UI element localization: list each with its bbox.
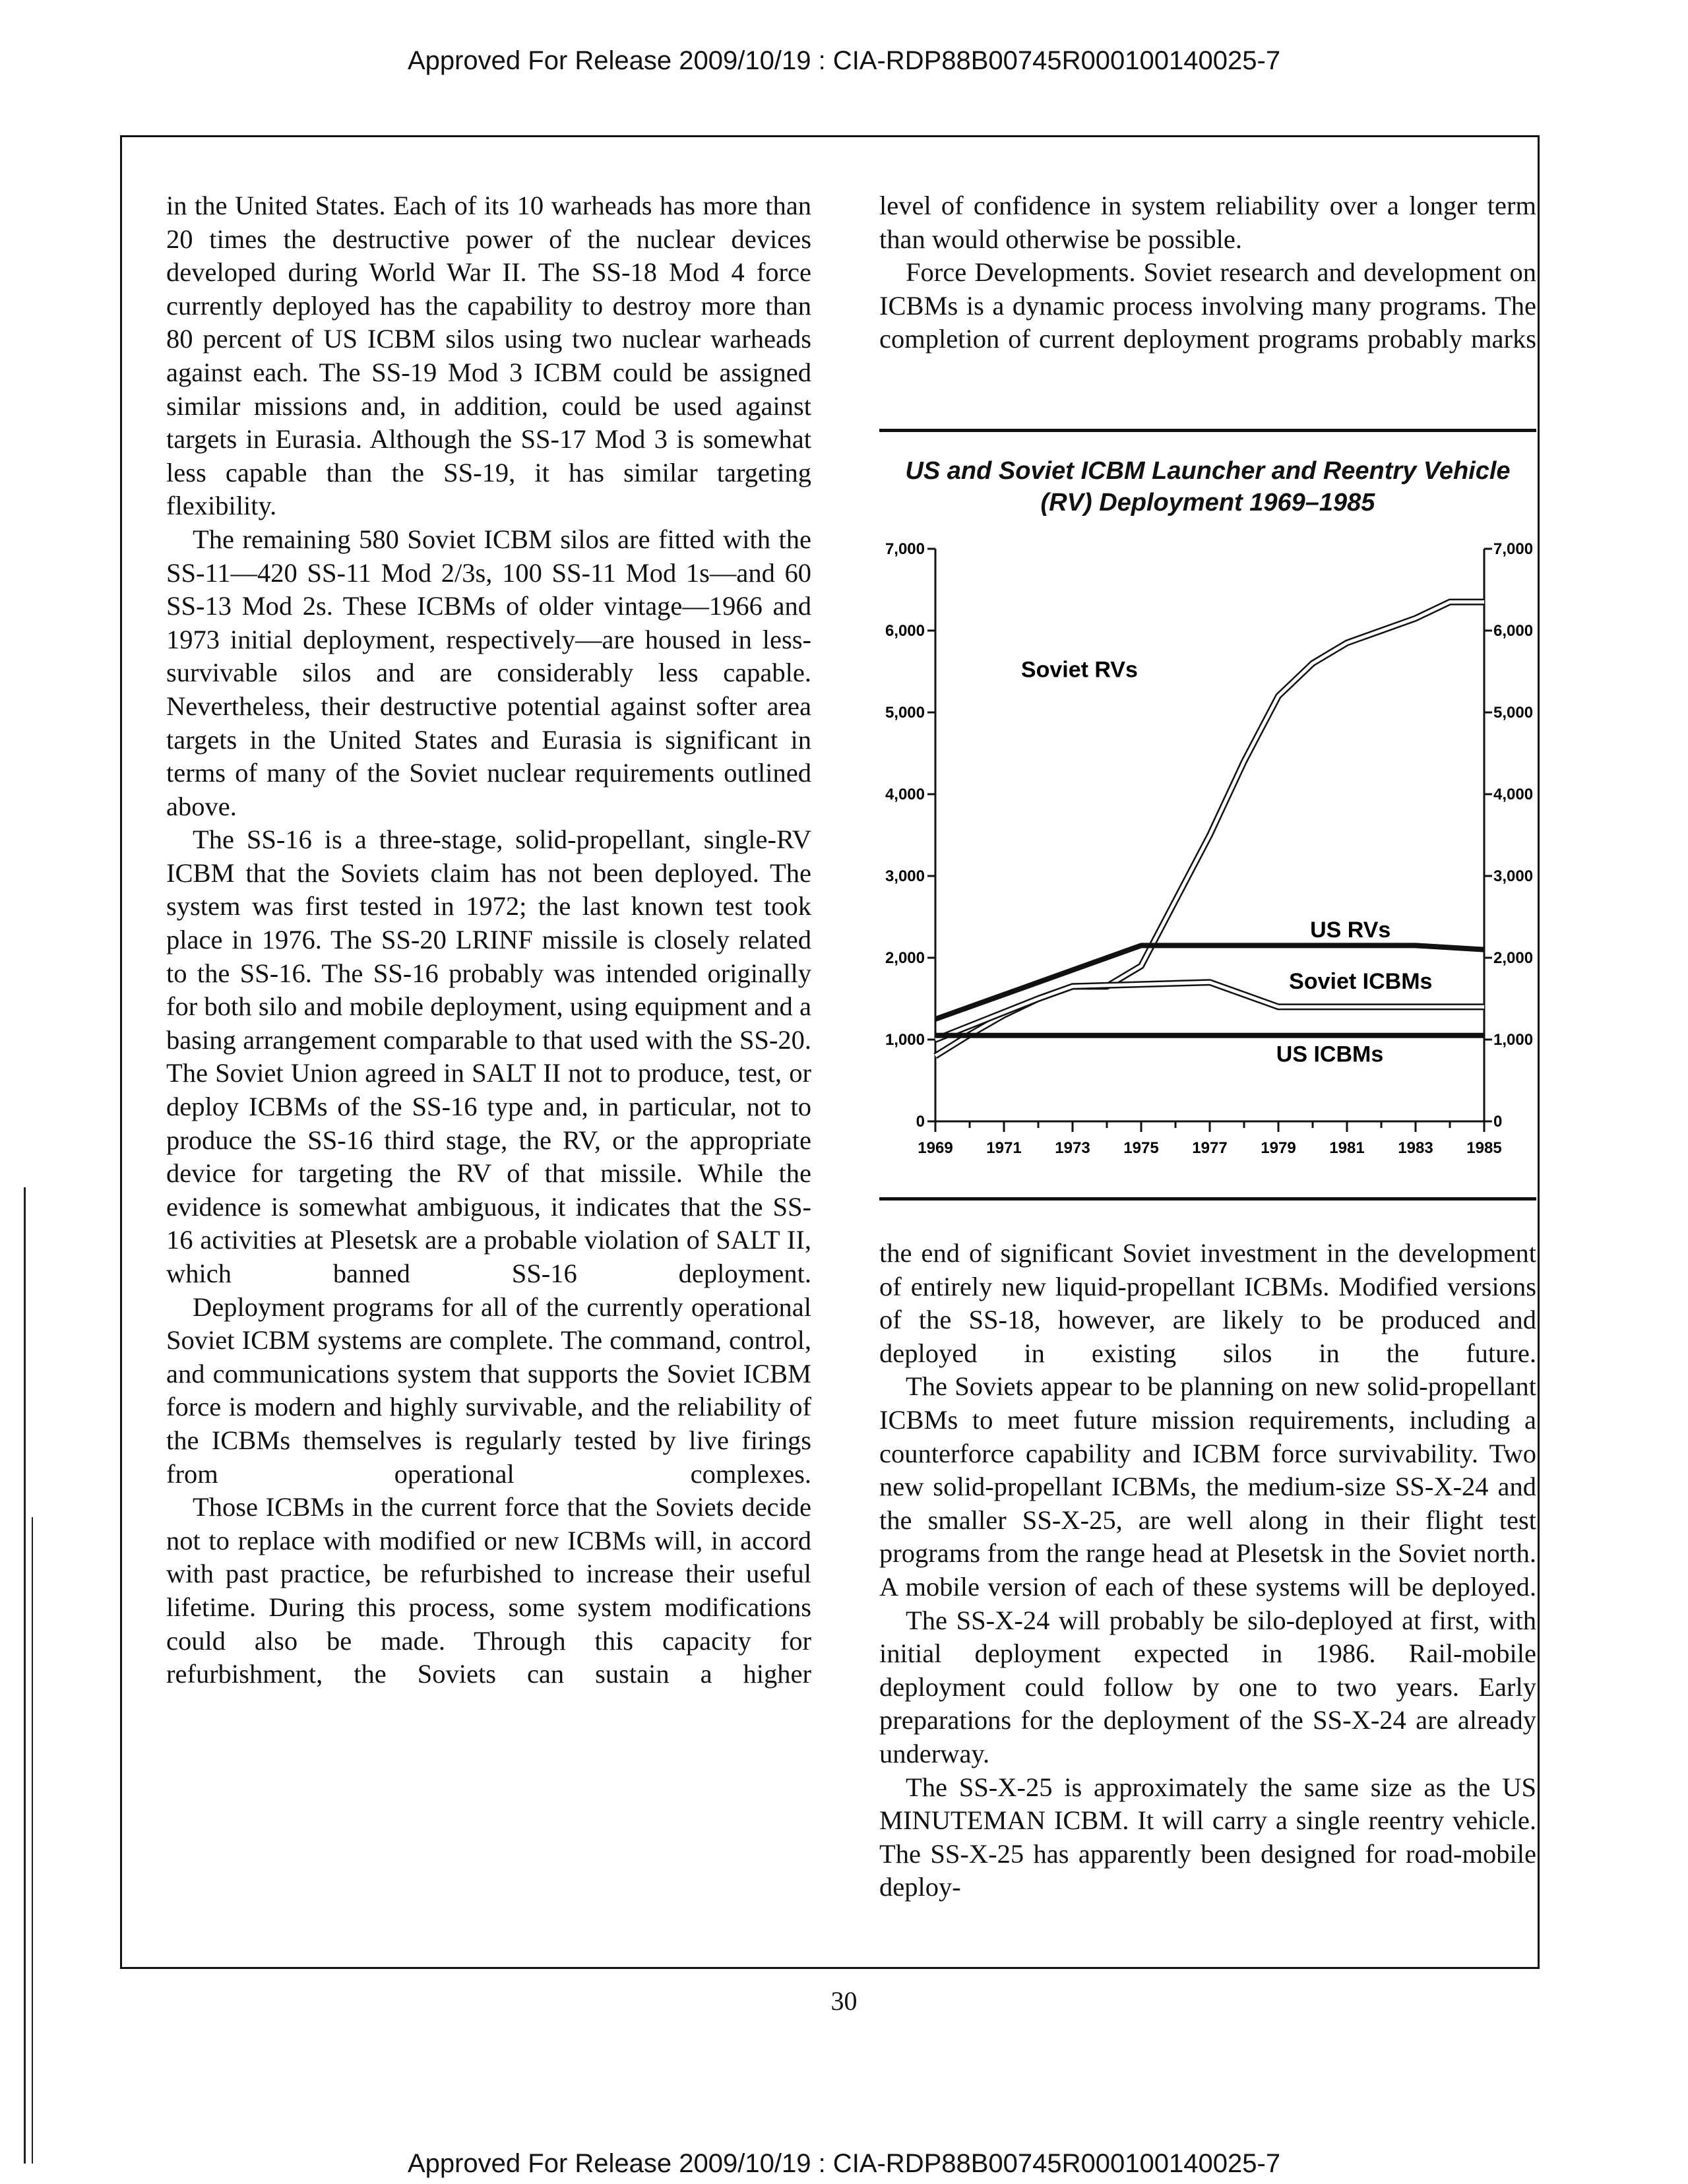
series-label: Soviet RVs: [1020, 657, 1138, 683]
left-column: [166, 189, 811, 1691]
x-tick-label: 1975: [1123, 1139, 1159, 1157]
release-stamp-footer: Approved For Release 2009/10/19 : CIA-RDP88B00745R000100140025-7: [407, 2149, 1281, 2178]
series-label: US RVs: [1310, 918, 1391, 943]
y-tick-label-left: 2,000: [885, 949, 925, 967]
margin-line-inner: [32, 1517, 33, 2164]
chart-bottom-rule: [879, 1197, 1536, 1201]
y-tick-label-right: 0: [1493, 1113, 1503, 1131]
x-tick-label: 1969: [918, 1139, 953, 1157]
page-number: 30: [830, 1986, 858, 2016]
x-tick-label: 1983: [1398, 1139, 1433, 1157]
paragraph: Deployment programs for all of the currently operational Soviet ICBM systems are complete. The command, control, and communications system that supports the Soviet ICBM force is modern and highly survivable, and the reliability of the ICBMs themselves is regularly tested by live firings from operational complexes.: [166, 1292, 811, 1489]
x-tick-label: 1973: [1055, 1139, 1090, 1157]
deployment-chart: [851, 521, 1550, 1174]
y-tick-label-right: 4,000: [1493, 786, 1534, 803]
paragraph: Those ICBMs in the current force that the Soviets decide not to replace with modified or new ICBMs will, in accord with past practice, be refurbished to increase their useful lifetime. During this process, some system modifications could also be made. Through this capacity for refurbishment, the Soviets can sustain a higher: [166, 1492, 811, 1689]
y-tick-label-right: 5,000: [1493, 704, 1534, 722]
y-tick-label-right: 6,000: [1493, 622, 1534, 640]
paragraph: The remaining 580 Soviet ICBM silos are fitted with the SS-11—420 SS-11 Mod 2/3s, 100 SS-11 Mod 1s—and 60 SS-13 Mod 2s. These ICBMs of older vintage—1966 and 1973 initial deployment, respectively—are housed in less-survivable silos and are considerably less capable. Nevertheless, their destructive potential against softer area targets in the United States and Eurasia is significant in terms of many of the Soviet nuclear requirements outlined above.: [166, 524, 811, 821]
y-tick-label-left: 5,000: [885, 704, 925, 722]
chart-top-rule: [879, 429, 1536, 432]
right-column-bottom: [879, 1237, 1536, 1904]
release-stamp-header: Approved For Release 2009/10/19 : CIA-RDP88B00745R000100140025-7: [407, 46, 1281, 75]
series-label: Soviet ICBMs: [1289, 969, 1433, 995]
x-tick-label: 1979: [1261, 1139, 1296, 1157]
series-label: US ICBMs: [1276, 1042, 1384, 1067]
paragraph: level of confidence in system reliability over a longer term than would otherwise be possible.: [879, 191, 1536, 254]
paragraph: The SS-16 is a three-stage, solid-propellant, single-RV ICBM that the Soviets claim has not been deployed. The system was first tested in 1972; the last known test took place in 1976. The SS-20 LRINF missile is closely related to the SS-16. The SS-16 probably was intended originally for both silo and mobile deployment, using equipment and a basing arrangement comparable to that used with the SS-20. The Soviet Union agreed in SALT II not to produce, test, or deploy ICBMs of the SS-16 type and, in particular, not to produce the SS-16 third stage, the RV, or the appropriate device for targeting the RV of that missile. While the evidence is somewhat ambiguous, it indicates that the SS-16 activities at Plesetsk are a probable violation of SALT II, which banned SS-16 deployment.: [166, 825, 811, 1288]
y-tick-label-left: 0: [916, 1113, 925, 1131]
paragraph: the end of significant Soviet investment in the development of entirely new liquid-propellant ICBMs. Modified versions of the SS-18, however, are likely to be produced and deployed in existing silos in the future.: [879, 1238, 1536, 1368]
y-tick-label-left: 1,000: [885, 1031, 925, 1049]
y-tick-label-right: 2,000: [1493, 949, 1534, 967]
paragraph: The SS-X-25 is approximately the same size as the US MINUTEMAN ICBM. It will carry a single reentry vehicle. The SS-X-25 has apparently been designed for road-mobile deploy-: [879, 1772, 1536, 1902]
y-tick-label-left: 3,000: [885, 867, 925, 885]
paragraph: in the United States. Each of its 10 warheads has more than 20 times the destructive power of the nuclear devices developed during World War II. The SS-18 Mod 4 force currently deployed has the capability to destroy more than 80 percent of US ICBM silos using two nuclear warheads against each. The SS-19 Mod 3 ICBM could be assigned similar missions and, in addition, could be used against targets in Eurasia. Although the SS-17 Mod 3 is somewhat less capable than the SS-19, it has similar targeting flexibility.: [166, 191, 811, 521]
y-tick-label-left: 4,000: [885, 786, 925, 803]
x-tick-label: 1981: [1329, 1139, 1365, 1157]
y-tick-label-right: 7,000: [1493, 540, 1534, 558]
y-tick-label-right: 3,000: [1493, 867, 1534, 885]
paragraph: Force Developments. Soviet research and development on ICBMs is a dynamic process involving many programs. The completion of current deployment programs probably marks: [879, 257, 1536, 354]
x-tick-label: 1977: [1192, 1139, 1228, 1157]
y-tick-label-right: 1,000: [1493, 1031, 1534, 1049]
margin-line: [24, 1187, 26, 2164]
x-tick-label: 1971: [986, 1139, 1022, 1157]
y-tick-label-left: 7,000: [885, 540, 925, 558]
y-tick-label-left: 6,000: [885, 622, 925, 640]
paragraph: The Soviets appear to be planning on new solid-propellant ICBMs to meet future mission requirements, including a counterforce capability and ICBM force survivability. Two new solid-propellant ICBMs, the medium-size SS-X-24 and the smaller SS-X-25, are well along in their flight test programs from the range head at Plesetsk in the Soviet north. A mobile version of each of these systems will be deployed.: [879, 1371, 1536, 1602]
paragraph: The SS-X-24 will probably be silo-deployed at first, with initial deployment expected in 1986. Rail-mobile deployment could follow by one to two years. Early preparations for the deployment of the SS-X-24 are already underway.: [879, 1605, 1536, 1768]
chart-title: US and Soviet ICBM Launcher and Reentry Vehicle (RV) Deployment 1969–1985: [905, 457, 1511, 516]
right-column-top: [879, 189, 1536, 356]
x-tick-label: 1985: [1466, 1139, 1502, 1157]
